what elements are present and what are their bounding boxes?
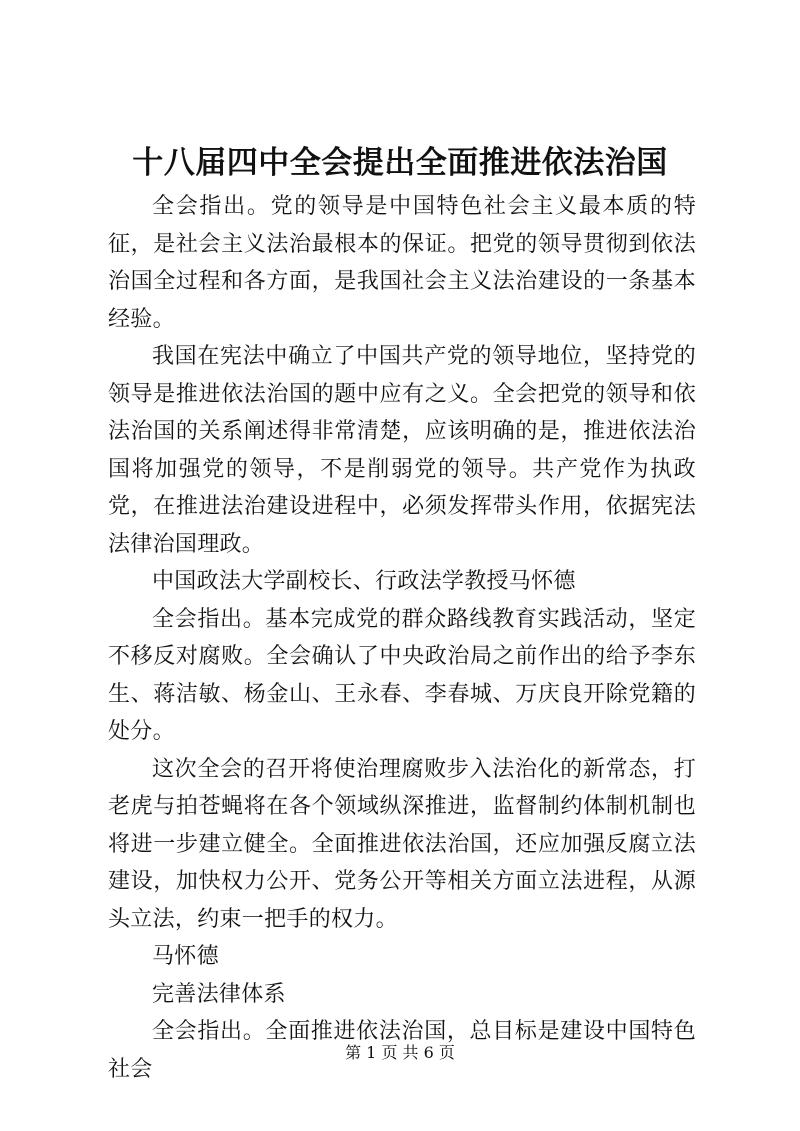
paragraph: 我国在宪法中确立了中国共产党的领导地位，坚持党的领导是推进依法治国的题中应有之义。全会把党的领导和依法治国的关系阐述得非常清楚，应该明确的是，推进依法治国将加强党的领导，不是削弱党的领导。共产党作为执政党，在推进法治建设进程中，必须发挥带头作用，依据宪法法律治国理政。 xyxy=(108,344,696,557)
paragraph: 这次全会的召开将使治理腐败步入法治化的新常态，打老虎与拍苍蝇将在各个领域纵深推进，监督制约体制机制也将进一步建立健全。全面推进依法治国，还应加强反腐立法建设，加快权力公开、党务公开等相关方面立法进程，从源头立法，约束一把手的权力。 xyxy=(108,756,696,932)
paragraph: 全会指出。全面推进依法治国，总目标是建设中国特色社会 xyxy=(108,1019,696,1082)
paragraph: 马怀德 xyxy=(152,944,219,969)
paragraph: 全会指出。党的领导是中国特色社会主义最本质的特征，是社会主义法治最根本的保证。把党的领导贯彻到依法治国全过程和各方面，是我国社会主义法治建设的一条基本经验。 xyxy=(108,194,696,332)
paragraph: 完善法律体系 xyxy=(152,981,286,1007)
document-title: 十八届四中全会提出全面推进依法治国 xyxy=(132,145,668,181)
document-body xyxy=(108,188,696,1088)
paragraph: 全会指出。基本完成党的群众路线教育实践活动，坚定不移反对腐败。全会确认了中央政治局之前作出的给予李东生、蒋洁敏、杨金山、王永春、李春城、万庆良开除党籍的处分。 xyxy=(108,606,696,744)
page-footer: 第 1 页 共 6 页 xyxy=(345,1043,455,1062)
paragraph: 中国政法大学副校长、行政法学教授马怀德 xyxy=(152,569,576,594)
